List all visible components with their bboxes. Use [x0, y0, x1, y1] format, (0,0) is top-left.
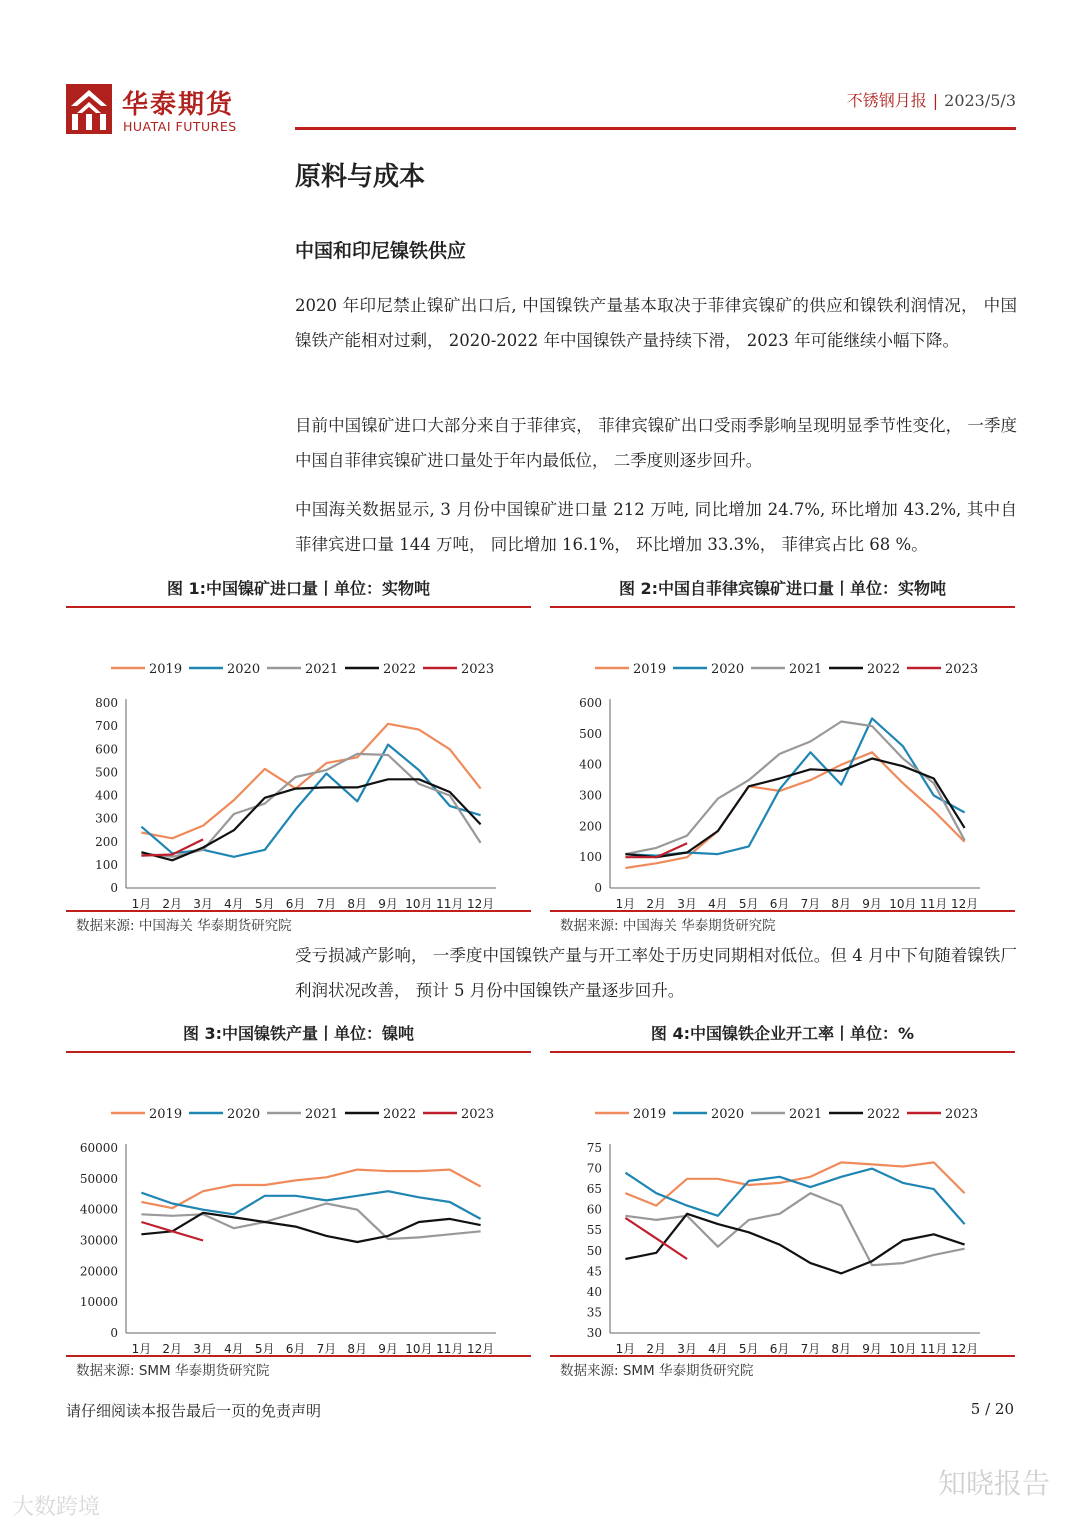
report-type: 不锈钢月报: [846, 91, 927, 110]
x-tick-label: 10月: [889, 897, 917, 910]
y-tick-label: 30: [586, 1326, 602, 1340]
chart-plot: [550, 1053, 1015, 1355]
y-tick-label: 75: [586, 1141, 602, 1155]
x-tick-label: 12月: [466, 897, 495, 910]
y-tick-label: 55: [586, 1223, 602, 1238]
x-tick-label: 5月: [254, 1342, 275, 1355]
section-title: 原料与成本: [295, 162, 426, 192]
x-tick-label: 5月: [254, 897, 275, 910]
legend-label-2019: 2019: [149, 1107, 183, 1122]
y-tick-label: 700: [95, 719, 118, 734]
x-tick-label: 1月: [131, 897, 152, 910]
legend-label-2023: 2023: [945, 1107, 979, 1122]
x-tick-label: 9月: [862, 1342, 882, 1355]
legend-label-2019: 2019: [633, 662, 667, 677]
series-line-2022: [625, 1214, 964, 1274]
legend-label-2019: 2019: [149, 662, 183, 677]
series-line-2021: [625, 722, 964, 855]
y-tick-label: 0: [594, 881, 602, 895]
chart-plot: [66, 608, 531, 910]
sub-title: 中国和印尼镍铁供应: [295, 240, 467, 262]
x-tick-label: 12月: [950, 1342, 979, 1355]
x-tick-label: 3月: [677, 1342, 697, 1355]
disclaimer-note: 请仔细阅读本报告最后一页的免责声明: [66, 1402, 322, 1420]
report-separator: |: [932, 91, 939, 110]
legend-label-2021: 2021: [789, 662, 823, 677]
chart-nickel-pig-iron-output: [66, 1021, 531, 1383]
y-tick-label: 20000: [79, 1264, 118, 1279]
x-tick-label: 9月: [378, 897, 398, 910]
series-line-2023: [141, 1222, 203, 1241]
x-tick-label: 11月: [436, 897, 464, 910]
x-tick-label: 4月: [708, 1342, 728, 1355]
series-line-2020: [625, 1169, 964, 1225]
x-tick-label: 7月: [800, 897, 821, 910]
x-tick-label: 3月: [677, 897, 697, 910]
chart-philippine-ore-imports: [550, 576, 1015, 938]
company-logo: [66, 84, 246, 136]
paragraph-2: 目前中国镍矿进口大部分来自于菲律宾， 菲律宾镍矿出口受雨季影响呈现明显季节性变化， 一季度中国自菲律宾镍矿进口量处于年内最低位， 二季度则逐步回升。: [295, 416, 1017, 470]
y-tick-label: 200: [579, 819, 602, 834]
x-tick-label: 9月: [378, 1342, 398, 1355]
legend-label-2022: 2022: [383, 1107, 417, 1122]
y-tick-label: 60000: [79, 1141, 118, 1155]
x-tick-label: 6月: [285, 1342, 306, 1355]
x-tick-label: 10月: [405, 897, 433, 910]
y-tick-label: 200: [95, 834, 118, 849]
y-tick-label: 100: [95, 857, 118, 872]
x-tick-label: 2月: [646, 897, 667, 910]
x-tick-label: 8月: [347, 897, 368, 910]
y-tick-label: 600: [579, 696, 602, 710]
legend-label-2020: 2020: [227, 662, 261, 677]
x-tick-label: 3月: [193, 1342, 213, 1355]
y-tick-label: 40000: [79, 1202, 118, 1217]
legend-label-2020: 2020: [227, 1107, 261, 1122]
series-line-2020: [141, 745, 480, 857]
x-tick-label: 10月: [889, 1342, 917, 1355]
chart-title: 图 4:中国镍铁企业开工率丨单位：%: [650, 1024, 915, 1043]
legend-label-2021: 2021: [305, 662, 339, 677]
x-tick-label: 10月: [405, 1342, 433, 1355]
y-tick-label: 70: [586, 1161, 602, 1176]
legend-label-2020: 2020: [711, 662, 745, 677]
y-tick-label: 100: [579, 850, 602, 865]
x-tick-label: 3月: [193, 897, 213, 910]
x-tick-label: 12月: [466, 1342, 495, 1355]
huatai-logo-icon: [66, 84, 112, 134]
x-tick-label: 4月: [708, 897, 728, 910]
header-divider: [295, 127, 1016, 130]
x-tick-label: 7月: [800, 1342, 821, 1355]
watermark-right: 知晓报告: [937, 1467, 1050, 1500]
chart-source: 数据来源: SMM 华泰期货研究院: [560, 1363, 754, 1379]
y-tick-label: 10000: [79, 1295, 118, 1310]
legend-label-2022: 2022: [383, 662, 417, 677]
paragraph-4: 受亏损减产影响， 一季度中国镍铁产量与开工率处于历史同期相对低位。但 4 月中下旬随着镍铁厂利润状况改善， 预计 5 月份中国镍铁产量逐步回升。: [295, 946, 1017, 1000]
x-tick-label: 2月: [646, 1342, 667, 1355]
legend-label-2022: 2022: [867, 662, 901, 677]
logo-text-en: HUATAI FUTURES: [123, 119, 237, 134]
x-tick-label: 5月: [738, 897, 759, 910]
legend-label-2020: 2020: [711, 1107, 745, 1122]
x-tick-label: 8月: [831, 897, 852, 910]
chart-title: 图 2:中国自菲律宾镍矿进口量丨单位：实物吨: [618, 579, 947, 598]
x-tick-label: 7月: [316, 897, 337, 910]
chart-plot: [66, 1053, 531, 1355]
x-tick-label: 11月: [920, 1342, 948, 1355]
y-tick-label: 800: [95, 696, 118, 710]
x-tick-label: 1月: [615, 1342, 636, 1355]
x-tick-label: 6月: [769, 897, 790, 910]
chart-nickel-ore-imports: [66, 576, 531, 938]
x-tick-label: 11月: [920, 897, 948, 910]
y-tick-label: 300: [579, 788, 602, 803]
y-tick-label: 500: [579, 726, 602, 741]
chart-source: 数据来源: 中国海关 华泰期货研究院: [76, 918, 292, 934]
chart-title: 图 3:中国镍铁产量丨单位：镍吨: [182, 1024, 415, 1043]
x-tick-label: 1月: [615, 897, 636, 910]
x-tick-label: 4月: [224, 1342, 244, 1355]
y-tick-label: 35: [586, 1305, 602, 1320]
x-tick-label: 7月: [316, 1342, 337, 1355]
series-line-2019: [141, 1170, 480, 1209]
legend-label-2021: 2021: [789, 1107, 823, 1122]
series-line-2020: [625, 718, 964, 855]
chart-source: 数据来源: 中国海关 华泰期货研究院: [560, 918, 776, 934]
chart-title: 图 1:中国镍矿进口量丨单位：实物吨: [166, 579, 431, 598]
y-tick-label: 400: [579, 757, 602, 772]
x-tick-label: 1月: [131, 1342, 152, 1355]
y-tick-label: 50000: [79, 1171, 118, 1186]
watermark-left: 大数跨境: [12, 1495, 101, 1520]
paragraph-3: 中国海关数据显示, 3 月份中国镍矿进口量 212 万吨, 同比增加 24.7%, 环比增加 43.2%, 其中自菲律宾进口量 144 万吨， 同比增加 16.1%， 环比增加 33.3%， 菲律宾占比 68 %。: [295, 500, 1017, 554]
legend-label-2023: 2023: [461, 1107, 495, 1122]
x-tick-label: 9月: [862, 897, 882, 910]
x-tick-label: 4月: [224, 897, 244, 910]
y-tick-label: 400: [95, 788, 118, 803]
legend-label-2021: 2021: [305, 1107, 339, 1122]
y-tick-label: 45: [586, 1264, 602, 1279]
y-tick-label: 50: [586, 1243, 602, 1258]
series-line-2022: [625, 759, 964, 858]
x-tick-label: 6月: [285, 897, 306, 910]
page-number: 5 / 20: [970, 1400, 1014, 1418]
x-tick-label: 6月: [769, 1342, 790, 1355]
y-tick-label: 30000: [79, 1233, 118, 1248]
y-tick-label: 60: [586, 1202, 602, 1217]
legend-label-2023: 2023: [945, 662, 979, 677]
legend-label-2022: 2022: [867, 1107, 901, 1122]
y-tick-label: 0: [110, 881, 118, 895]
y-tick-label: 500: [95, 765, 118, 780]
chart-operating-rate: [550, 1021, 1015, 1383]
x-tick-label: 12月: [950, 897, 979, 910]
x-tick-label: 11月: [436, 1342, 464, 1355]
legend-label-2023: 2023: [461, 662, 495, 677]
report-tag: [847, 88, 1016, 111]
logo-text-cn: 华泰期货: [122, 90, 235, 120]
chart-source: 数据来源: SMM 华泰期货研究院: [76, 1363, 270, 1379]
y-tick-label: 65: [586, 1182, 602, 1197]
x-tick-label: 8月: [347, 1342, 368, 1355]
series-line-2021: [141, 754, 480, 857]
paragraph-1: 2020 年印尼禁止镍矿出口后, 中国镍铁产量基本取决于菲律宾镍矿的供应和镍铁利润情况， 中国镍铁产能相对过剩， 2020-2022 年中国镍铁产量持续下滑， 2023 年可能继续小幅下降。: [295, 296, 1017, 350]
x-tick-label: 2月: [162, 897, 183, 910]
y-tick-label: 600: [95, 742, 118, 757]
legend-label-2019: 2019: [633, 1107, 667, 1122]
x-tick-label: 2月: [162, 1342, 183, 1355]
y-tick-label: 300: [95, 811, 118, 826]
report-date: 2023/5/3: [944, 91, 1016, 110]
chart-plot: [550, 608, 1015, 910]
x-tick-label: 8月: [831, 1342, 852, 1355]
x-tick-label: 5月: [738, 1342, 759, 1355]
y-tick-label: 40: [586, 1284, 602, 1299]
y-tick-label: 0: [110, 1326, 118, 1340]
